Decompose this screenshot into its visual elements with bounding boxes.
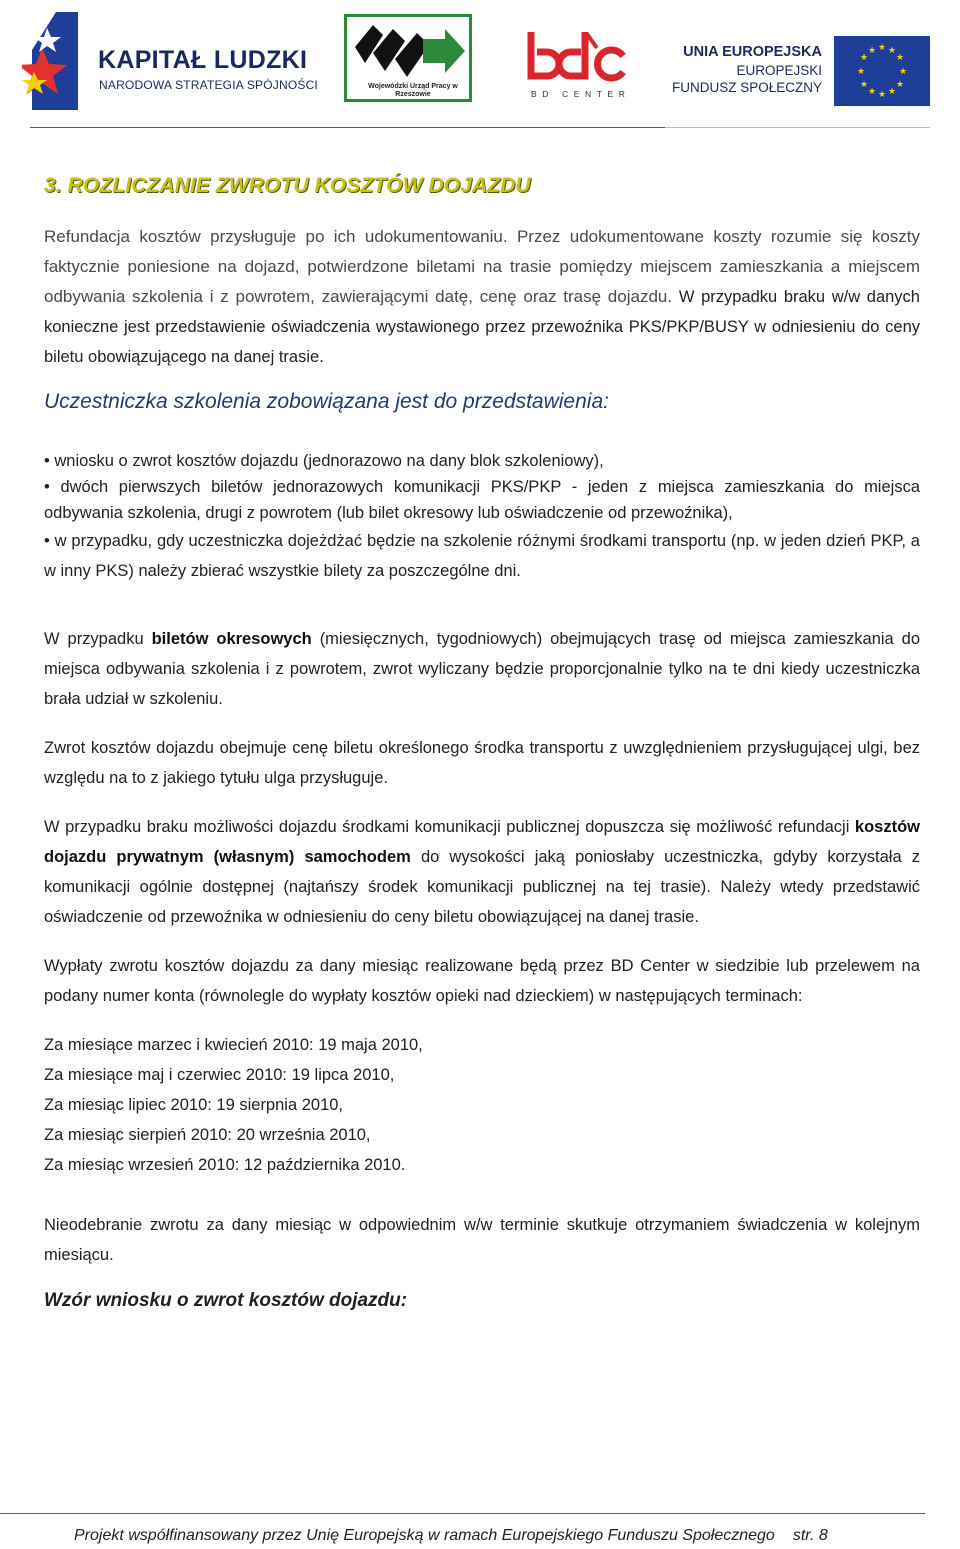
spacer: [44, 793, 920, 812]
ue-line2: EUROPEJSKI: [736, 63, 822, 78]
payment-term: Za miesiąc wrzesień 2010: 12 października 2010.: [44, 1156, 406, 1174]
season-ticket-text-2: (miesięcznych, tygodniowych) obejmujących trasę od miejsca zamieszkania do miejsca odbywania szkolenia i z powrotem, zwrot wyliczany będzie proporcjonalnie tylko na te dni kiedy uczestniczka brała udział w szkoleniu.: [44, 630, 921, 708]
svg-text:★: ★: [877, 90, 887, 100]
document-body: [44, 170, 920, 1312]
svg-text:★: ★: [895, 80, 905, 90]
svg-text:★: ★: [898, 67, 908, 77]
payment-term: Za miesiące marzec i kwiecień 2010: 19 maja 2010,: [44, 1036, 423, 1054]
section-title: 3. ROZLICZANIE ZWROTU KOSZTÓW DOJAZDU: [44, 174, 531, 197]
spacer: [44, 932, 920, 951]
intro-arial-text: Refundacja kosztów przysługuje po ich udokumentowaniu. Przez udokumentowane koszty rozumie się koszty faktycznie poniesione na dojazd, potwierdzone biletami na trasie pomiędzy miejscem zamieszkania a miejscem odbywania szkolenia i z powrotem, zawierającymi datę, cenę oraz trasę dojazdu.: [44, 227, 920, 306]
ue-line3: FUNDUSZ SPOŁECZNY: [671, 80, 822, 95]
private-car-bold: kosztów dojazdu prywatnym (własnym) samochodem: [44, 818, 920, 866]
private-car-text-2: do wysokości jaką poniosłaby uczestniczka, gdyby korzystała z komunikacji ogólnie dostępnej (najtańszy środek komunikacji publicznej na tej trasie). Należy wtedy przedstawić oświadczenie od przewoźnika w odniesieniu do ceny biletu obowiązującej na danej trasie.: [44, 848, 920, 926]
kapital-ludzki-emblem-icon: [22, 10, 92, 110]
footer-text: Projekt współfinansowany przez Unię Europejską w ramach Europejskiego Funduszu Społecznego: [74, 1527, 775, 1544]
header-rule: [30, 127, 665, 128]
bd-center-logo: [525, 26, 630, 102]
footer-rule: [0, 1513, 925, 1514]
svg-text:★: ★: [856, 67, 866, 77]
ue-line1: UNIA EUROPEJSKA: [683, 44, 822, 60]
spacer: [44, 1180, 920, 1210]
svg-text:★: ★: [877, 43, 887, 53]
season-ticket-paragraph: [44, 624, 920, 714]
page-number: str. 8: [792, 1527, 828, 1544]
svg-text:★: ★: [867, 87, 877, 97]
private-car-text-1: W przypadku braku możliwości dojazdu środkami komunikacji publicznej dopuszcza się możliwość refundacji: [44, 818, 855, 836]
payment-term: Za miesiąc sierpień 2010: 20 września 2010,: [44, 1126, 371, 1144]
svg-text:★: ★: [859, 80, 869, 90]
ue-efs-logo: [671, 36, 934, 108]
payment-term: Za miesiące maj i czerwiec 2010: 19 lipca 2010,: [44, 1066, 395, 1084]
refund-scope-paragraph: Zwrot kosztów dojazdu obejmuje cenę biletu określonego środka transportu z uwzględnieniem przysługującej ulgi, bez względu na to z jakiego tytułu ulga przysługuje.: [44, 739, 920, 787]
kapital-ludzki-title: KAPITAŁ LUDZKI: [98, 46, 308, 74]
svg-text:★: ★: [859, 53, 869, 63]
svg-text:★: ★: [887, 46, 897, 56]
intro-calibri-text: W przypadku braku w/w danych konieczne jest przedstawienie oświadczenia wystawionego przez przewoźnika PKS/PKP/BUSY w odniesieniu do ceny biletu obowiązującego na danej trasie.: [44, 288, 920, 366]
page-footer: [74, 1527, 828, 1545]
obligations-heading: Uczestniczka szkolenia zobowiązana jest do przedstawienia:: [44, 390, 609, 413]
intro-paragraph: [44, 222, 920, 372]
kapital-ludzki-logo: [22, 10, 318, 110]
eu-flag-icon: [834, 36, 930, 106]
non-collection-paragraph: Nieodebranie zwrotu za dany miesiąc w odpowiednim w/w terminie skutkuje otrzymaniem świadczenia w kolejnym miesiącu.: [44, 1216, 920, 1264]
bdc-subtitle: BD CENTER: [531, 89, 631, 99]
svg-text:★: ★: [887, 87, 897, 97]
list-item: • wniosku o zwrot kosztów dojazdu (jednorazowo na dany blok szkoleniowy),: [44, 452, 604, 470]
spacer: [44, 714, 920, 733]
list-item: • dwóch pierwszych biletów jednorazowych komunikacji PKS/PKP - jeden z miejsca zamieszkania do miejsca odbywania szkolenia, drugi z powrotem (lub bilet okresowy lub oświadczenie od przewoźnika),: [44, 478, 920, 522]
header-rule-grey: [665, 127, 930, 128]
svg-text:★: ★: [895, 53, 905, 63]
svg-text:★: ★: [867, 46, 877, 56]
season-ticket-bold: biletów okresowych: [151, 630, 312, 648]
form-template-heading: Wzór wniosku o zwrot kosztów dojazdu:: [44, 1290, 408, 1311]
spacer: [44, 1011, 920, 1030]
wup-label: Wojewódzki Urząd Pracy w Rzeszowie: [368, 83, 458, 98]
wup-arrows-icon: [347, 19, 469, 81]
payment-terms-list: [44, 1030, 920, 1180]
list-item: • w przypadku, gdy uczestniczka dojeżdżać będzie na szkolenie różnymi środkami transportu (np. w jeden dzień PKP, a w inny PKS) należy zbierać wszystkie bilety za poszczególne dni.: [44, 532, 920, 580]
kapital-ludzki-subtitle: NARODOWA STRATEGIA SPÓJNOŚCI: [99, 78, 318, 92]
payment-term: Za miesiąc lipiec 2010: 19 sierpnia 2010,: [44, 1096, 344, 1114]
spacer: [44, 586, 920, 624]
payments-paragraph: Wypłaty zwrotu kosztów dojazdu za dany miesiąc realizowane będą przez BD Center w siedzibie lub przelewem na podany numer konta (równolegle do wypłaty kosztów opieki nad dzieckiem) w następujących terminach:: [44, 957, 920, 1005]
page-header: [0, 0, 960, 130]
season-ticket-text-1: W przypadku: [44, 630, 152, 648]
private-car-paragraph: [44, 812, 920, 932]
wup-logo: [344, 14, 472, 102]
bdc-wordmark-icon: [525, 26, 630, 86]
obligations-list: [44, 448, 920, 586]
